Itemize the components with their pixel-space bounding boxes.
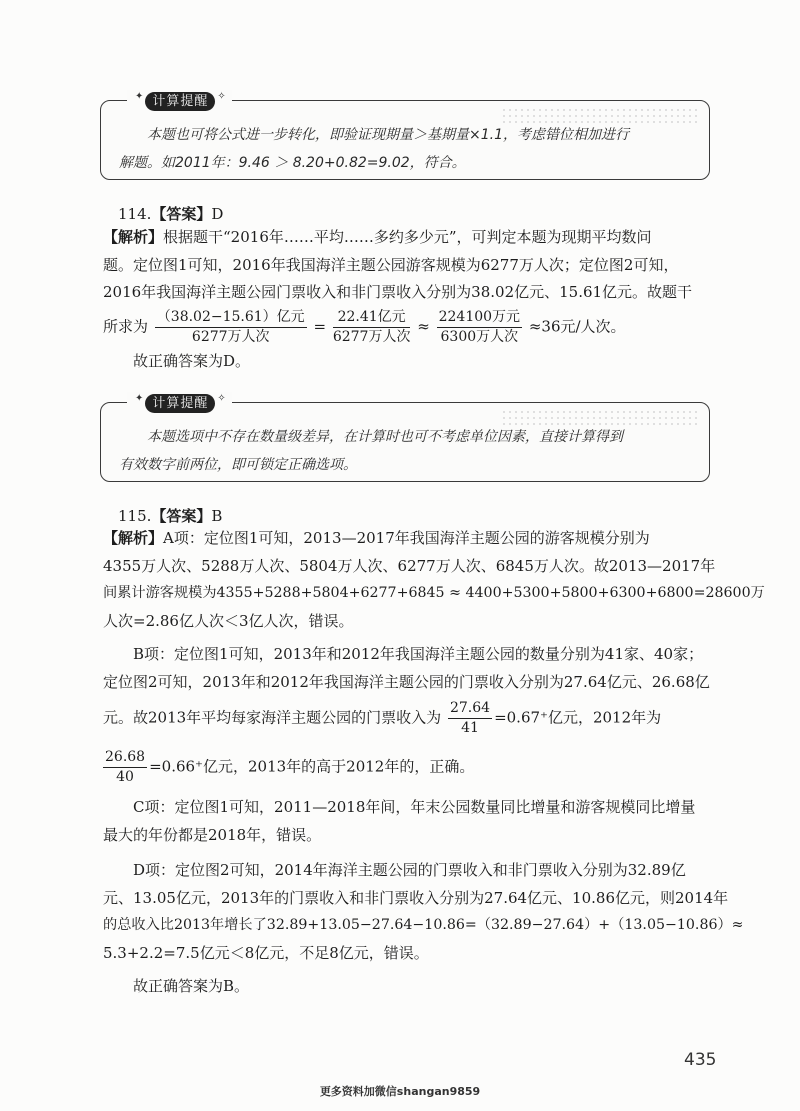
option-d-text: 的总收入比2013年增长了32.89+13.05−27.64−10.86=（32.89−27.64）+（13.05−10.86）≈ — [103, 917, 744, 933]
option-a-text: A项：定位图1可知，2013—2017年我国海洋主题公园的游客规模分别为 — [163, 529, 650, 547]
fraction — [448, 700, 492, 737]
option-d-text: 5.3+2.2=7.5亿元＜8亿元，不足8亿元，错误。 — [103, 943, 429, 962]
option-d-text: D项：定位图2可知，2014年海洋主题公园的门票收入和非门票收入分别为32.89亿 — [133, 861, 686, 879]
tip-text-line: 本题也可将公式进一步转化，即验证现期量＞基期量×1.1，考虑错位相加进行 — [147, 127, 629, 143]
conclusion: 故正确答案为B。 — [133, 977, 250, 995]
fraction-numerator: 27.64 — [448, 700, 492, 719]
fraction — [333, 309, 411, 346]
tip-text-line: 本题选项中不存在数量级差异，在计算时也可不考虑单位因素，直接计算得到 — [147, 429, 623, 445]
calc-tip-box-2 — [100, 393, 710, 482]
question-number: 114. — [118, 205, 152, 223]
fraction-denominator: 6277万人次 — [332, 328, 411, 345]
calc-tip-box-1 — [100, 91, 710, 180]
equals-sign: = — [313, 317, 327, 335]
conclusion: 故正确答案为D。 — [133, 351, 251, 370]
fraction-denominator: 40 — [116, 769, 134, 785]
option-d-text: 元、13.05亿元，2013年的门票收入和非门票收入分别为27.64亿元、10.86亿元，则2014年 — [103, 888, 729, 907]
fraction-denominator: 6277万人次 — [191, 328, 270, 345]
option-a-text: 人次=2.86亿人次＜3亿人次，错误。 — [103, 611, 354, 630]
question-header-115 — [118, 505, 222, 526]
option-c-text: C项：定位图1可知，2011—2018年间，年末公园数量同比增量和游客规模同比增量 — [133, 798, 696, 816]
analysis-115 — [103, 525, 765, 1001]
formula-line — [103, 309, 715, 346]
option-b-text: =0.66⁺亿元，2013年的高于2012年的，正确。 — [149, 757, 475, 776]
option-b-text: B项：定位图1可知，2013年和2012年我国海洋主题公园的数量分别为41家、40家； — [133, 645, 704, 663]
calc-tip-tag — [127, 90, 232, 112]
option-b-formula-line — [103, 749, 715, 786]
tip-text-line: 解题。如2011年：9.46 ＞ 8.20+0.82=9.02，符合。 — [119, 155, 466, 171]
fraction — [437, 309, 522, 346]
option-c-text: 最大的年份都是2018年，错误。 — [103, 825, 322, 844]
answer-label: 【答案】 — [151, 205, 212, 223]
option-b-text: 定位图2可知，2013年和2012年我国海洋主题公园的门票收入分别为27.64亿元、26.68亿 — [103, 672, 710, 691]
analysis-label: 【解析】 — [103, 529, 164, 547]
approx-sign: ≈ — [417, 317, 430, 335]
analysis-text: 根据题干“2016年……平均……多约多少元”，可判定本题为现期平均数问 — [163, 228, 652, 246]
calc-tip-label: 计算提醒 — [145, 92, 215, 111]
footer-note: 更多资料加微信shangan9859 — [319, 1085, 481, 1098]
option-b-formula-line — [103, 700, 715, 737]
sparkle-icon: ✧ — [217, 393, 226, 404]
fraction-numerator: 22.41亿元 — [333, 309, 411, 328]
decorative-dots — [501, 409, 701, 429]
fraction — [155, 309, 307, 346]
option-a-text: 间累计游客规模为4355+5288+5804+6277+6845 ≈ 4400+5300+5800+6300+6800=28600万 — [103, 585, 765, 601]
sparkle-icon: ✧ — [217, 91, 226, 102]
question-header-114 — [118, 203, 223, 224]
option-b-text: 元。故2013年平均每家海洋主题公园的门票收入为 — [103, 708, 442, 727]
fraction-denominator: 6300万人次 — [440, 328, 519, 345]
analysis-label: 【解析】 — [103, 228, 164, 246]
page-number: 435 — [684, 1050, 717, 1070]
answer-value: D — [211, 205, 224, 223]
question-number: 115. — [118, 507, 152, 525]
analysis-text: 2016年我国海洋主题公园门票收入和非门票收入分别为38.02亿元、15.61亿元。故题干 — [103, 283, 693, 301]
answer-value: B — [211, 507, 223, 525]
tip-text-line: 有效数字前两位，即可锁定正确选项。 — [119, 457, 357, 473]
formula-prefix: 所求为 — [103, 317, 149, 335]
decorative-dots — [501, 107, 701, 127]
calc-tip-tag — [127, 392, 232, 414]
formula-result: ≈36元/人次。 — [528, 317, 626, 335]
fraction-numerator: 224100万元 — [437, 309, 522, 328]
sparkle-icon: ✦ — [135, 393, 144, 404]
analysis-114 — [103, 224, 715, 375]
fraction — [103, 749, 147, 786]
sparkle-icon: ✦ — [135, 91, 144, 102]
option-b-text: =0.67⁺亿元，2012年为 — [494, 708, 662, 727]
fraction-denominator: 41 — [461, 720, 479, 736]
fraction-numerator: （38.02−15.61）亿元 — [155, 309, 307, 328]
calc-tip-label: 计算提醒 — [145, 394, 215, 413]
fraction-numerator: 26.68 — [103, 749, 147, 768]
analysis-text: 题。定位图1可知，2016年我国海洋主题公园游客规模为6277万人次；定位图2可知， — [103, 255, 679, 274]
answer-label: 【答案】 — [151, 507, 212, 525]
option-a-text: 4355万人次、5288万人次、5804万人次、6277万人次、6845万人次。故2013—2017年 — [103, 556, 716, 575]
